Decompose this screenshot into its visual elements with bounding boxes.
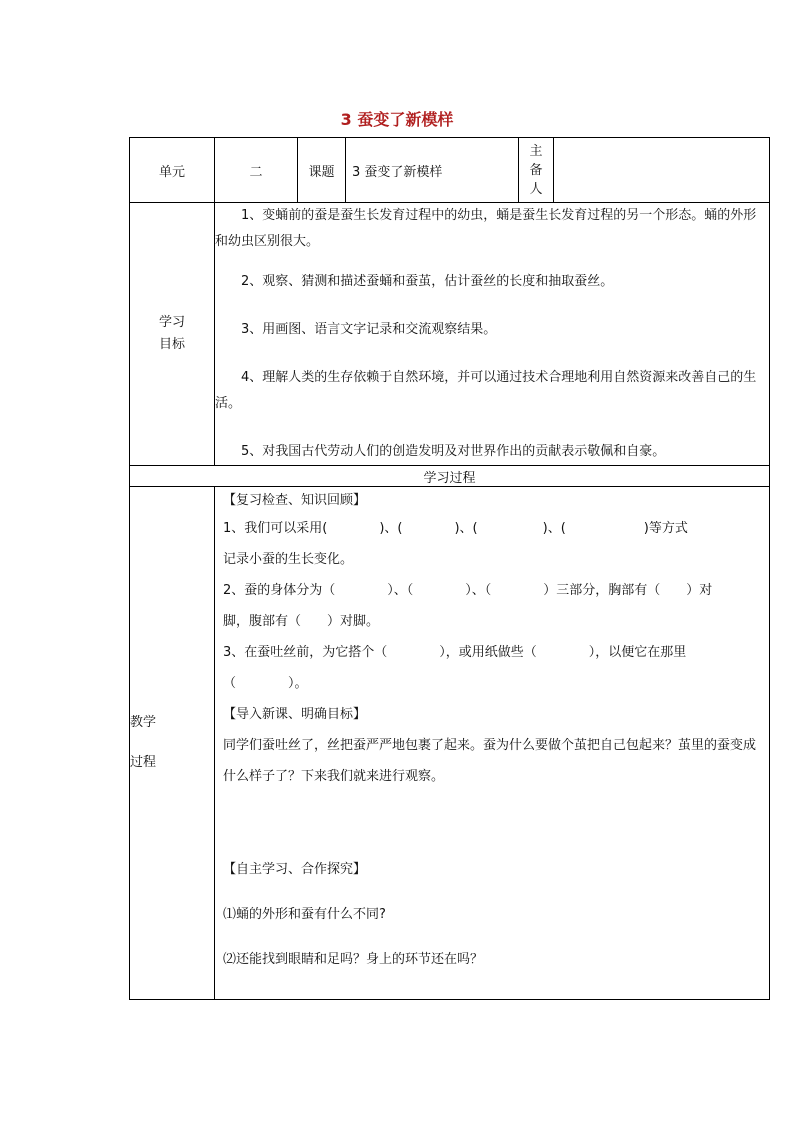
explore-heading: 【自主学习、合作探究】 (223, 862, 367, 877)
process-heading-row (130, 466, 770, 487)
goal-item: 3、用画图、语言文字记录和交流观察结果。 (241, 322, 497, 337)
explore-question: ⑴蛹的外形和蚕有什么不同? (223, 907, 386, 922)
unit-value: 二 (215, 138, 298, 203)
goals-list (215, 203, 770, 466)
review-question: 脚，腹部有（ ）对脚。 (223, 614, 380, 629)
process-label-line: 教学 (130, 715, 157, 730)
goal-item: 4、理解人类的生存依赖于自然环境，并可以通过技术合理地利用自然资源来改善自己的生活。 (215, 370, 757, 411)
process-label-line: 过程 (130, 755, 157, 770)
topic-label: 课题 (298, 138, 346, 203)
review-question: 1、我们可以采用( )、( )、( )、( )等方式 (223, 521, 688, 536)
review-question: 记录小蚕的生长变化。 (223, 552, 354, 567)
goal-item: 5、对我国古代劳动人们的创造发明及对世界作出的贡献表示敬佩和自豪。 (241, 444, 666, 459)
explore-question: ⑵还能找到眼睛和足吗？身上的环节还在吗？ (223, 952, 484, 967)
lesson-table (129, 137, 770, 1000)
review-question: （ ）。 (223, 676, 308, 691)
goals-label: 学习 目标 (130, 203, 215, 466)
process-row (130, 487, 770, 1000)
lead-teacher-label: 主 备 人 (519, 138, 554, 203)
goal-item: 2、观察、猜测和描述蚕蛹和蚕茧，估计蚕丝的长度和抽取蚕丝。 (241, 274, 614, 289)
process-label (130, 487, 215, 1000)
goals-row (130, 203, 770, 466)
review-heading: 【复习检查、知识回顾】 (223, 493, 367, 508)
process-content (215, 487, 770, 1000)
review-question: 3、在蚕吐丝前，为它搭个（ ），或用纸做些（ ），以便它在那里 (223, 645, 687, 660)
process-heading: 学习过程 (130, 466, 770, 487)
intro-heading: 【导入新课、明确目标】 (223, 707, 367, 722)
unit-label: 单元 (130, 138, 215, 203)
topic-value: 3 蚕变了新模样 (346, 138, 519, 203)
lead-teacher-value (554, 138, 770, 203)
page-title: 3 蚕变了新模样 (340, 110, 454, 129)
review-question: 2、蚕的身体分为（ ）、（ ）、（ ）三部分，胸部有（ ）对 (223, 583, 713, 598)
header-row (130, 138, 770, 203)
goal-item: 1、变蛹前的蚕是蚕生长发育过程中的幼虫，蛹是蚕生长发育过程的另一个形态。蛹的外形和幼虫区别很大。 (215, 208, 757, 249)
intro-text: 同学们蚕吐丝了，丝把蚕严严地包裹了起来。蚕为什么要做个茧把自己包起来？茧里的蚕变成什么样子了？下来我们就来进行观察。 (223, 738, 757, 784)
